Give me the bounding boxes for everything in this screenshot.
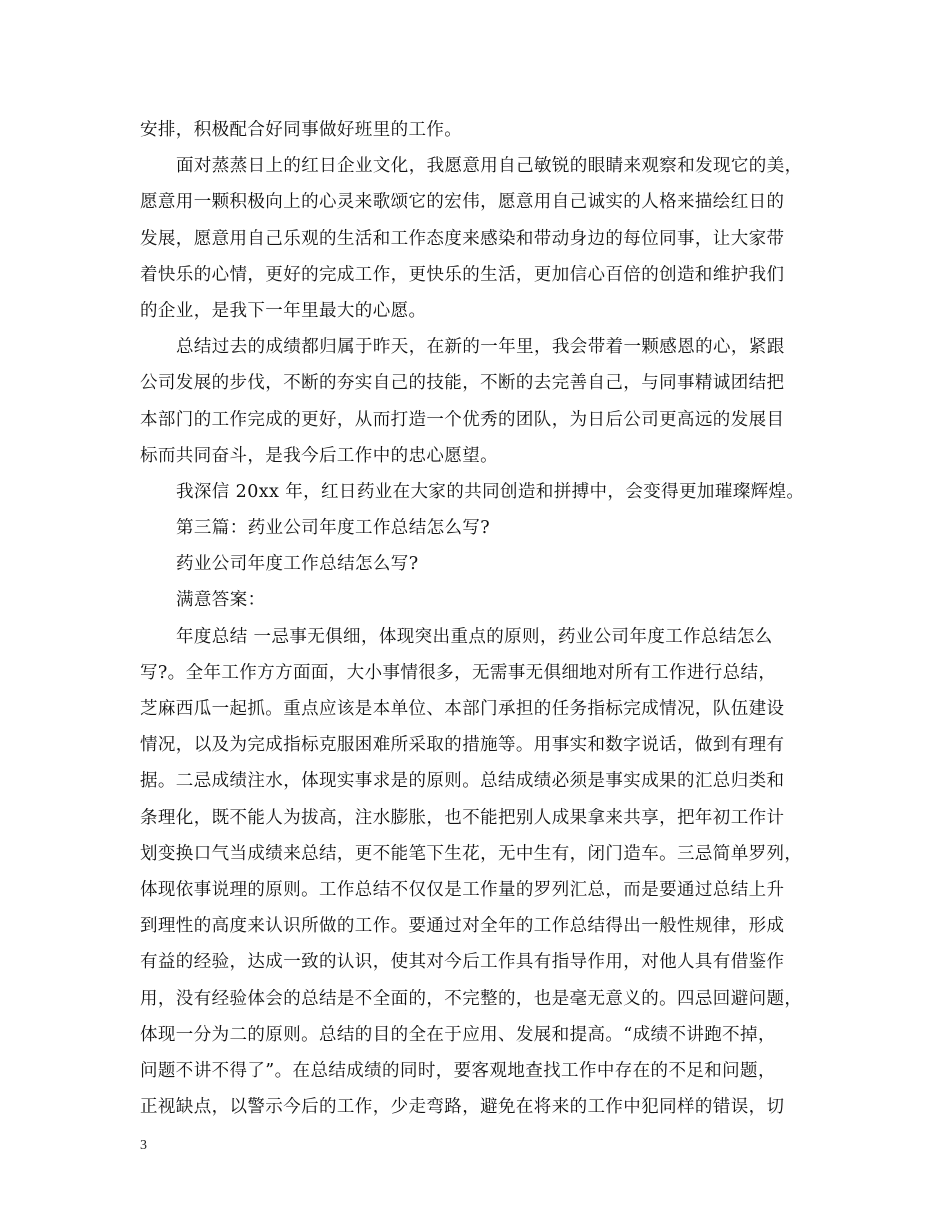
text-line: 满意答案： (176, 590, 266, 611)
text-line: 药业公司年度工作总结怎么写? (176, 554, 419, 575)
text-line: 第三篇：药业公司年度工作总结怎么写? (176, 518, 491, 539)
text-line: 本部门的工作完成的更好，从而打造一个优秀的团队，为日后公司更高远的发展目 (140, 409, 785, 430)
text-line: 条理化，既不能人为拔高，注水膨胀，也不能把别人成果拿来共享，把年初工作计 (140, 807, 785, 828)
text-line: 体现依事说理的原则。工作总结不仅仅是工作量的罗列汇总，而是要通过总结上升 (140, 879, 785, 900)
text-line: 芝麻西瓜一起抓。重点应该是本单位、本部门承担的任务指标完成情况，队伍建设 (140, 699, 785, 719)
page-number: 3 (140, 1138, 147, 1153)
text-line: 到理性的高度来认识所做的工作。要通过对全年的工作总结得出一般性规律，形成 (140, 916, 785, 937)
text-line: 安排，积极配合好同事做好班里的工作。 (140, 120, 463, 140)
text-line: 情况，以及为完成指标克服困难所采取的措施等。用事实和数字说话，做到有理有 (140, 735, 785, 756)
text-line: 面对蒸蒸日上的红日企业文化，我愿意用自己敏锐的眼睛来观察和发现它的美， (176, 156, 803, 177)
text-line: 写?。全年工作方方面面，大小事情很多，无需事无俱细地对所有工作进行总结， (140, 662, 777, 683)
text-line: 发展，愿意用自己乐观的生活和工作态度来感染和带动身边的每位同事，让大家带 (140, 228, 785, 249)
text-line: 体现一分为二的原则。总结的目的全在于应用、发展和提高。“成绩不讲跑不掉， (140, 1024, 776, 1045)
text-line: 据。二忌成绩注水，体现实事求是的原则。总结成绩必须是事实成果的汇总归类和 (140, 771, 785, 792)
text-line: 年度总结 一忌事无俱细，体现突出重点的原则，药业公司年度工作总结怎么 (176, 626, 773, 647)
text-line: 的企业，是我下一年里最大的心愿。 (140, 300, 427, 321)
text-line: 总结过去的成绩都归属于昨天，在新的一年里，我会带着一颗感恩的心，紧跟 (176, 337, 785, 358)
text-line: 着快乐的心情，更好的完成工作，更快乐的生活，更加信心百倍的创造和维护我们 (140, 264, 785, 285)
text-line: 标而共同奋斗，是我今后工作中的忠心愿望。 (140, 445, 498, 466)
text-line: 正视缺点，以警示今后的工作，少走弯路，避免在将来的工作中犯同样的错误，切 (140, 1097, 785, 1118)
text-line: 愿意用一颗积极向上的心灵来歌颂它的宏伟，愿意用自己诚实的人格来描绘红日的 (140, 192, 785, 213)
document-body (140, 112, 840, 1125)
text-line: 公司发展的步伐，不断的夯实自己的技能，不断的去完善自己，与同事精诚团结把 (140, 373, 785, 394)
text-line: 划变换口气当成绩来总结，更不能笔下生花，无中生有，闭门造车。三忌简单罗列， (140, 843, 803, 864)
text-line: 我深信 20xx 年，红日药业在大家的共同创造和拼搏中，会变得更加璀璨辉煌。 (176, 481, 805, 502)
text-line: 用，没有经验体会的总结是不全面的，不完整的，也是毫无意义的。四忌回避问题， (140, 988, 803, 1009)
text-line: 有益的经验，达成一致的认识，使其对今后工作具有指导作用，对他人具有借鉴作 (140, 952, 785, 973)
text-line: 问题不讲不得了”。在总结成绩的同时，要客观地查找工作中存在的不足和问题， (140, 1060, 776, 1081)
